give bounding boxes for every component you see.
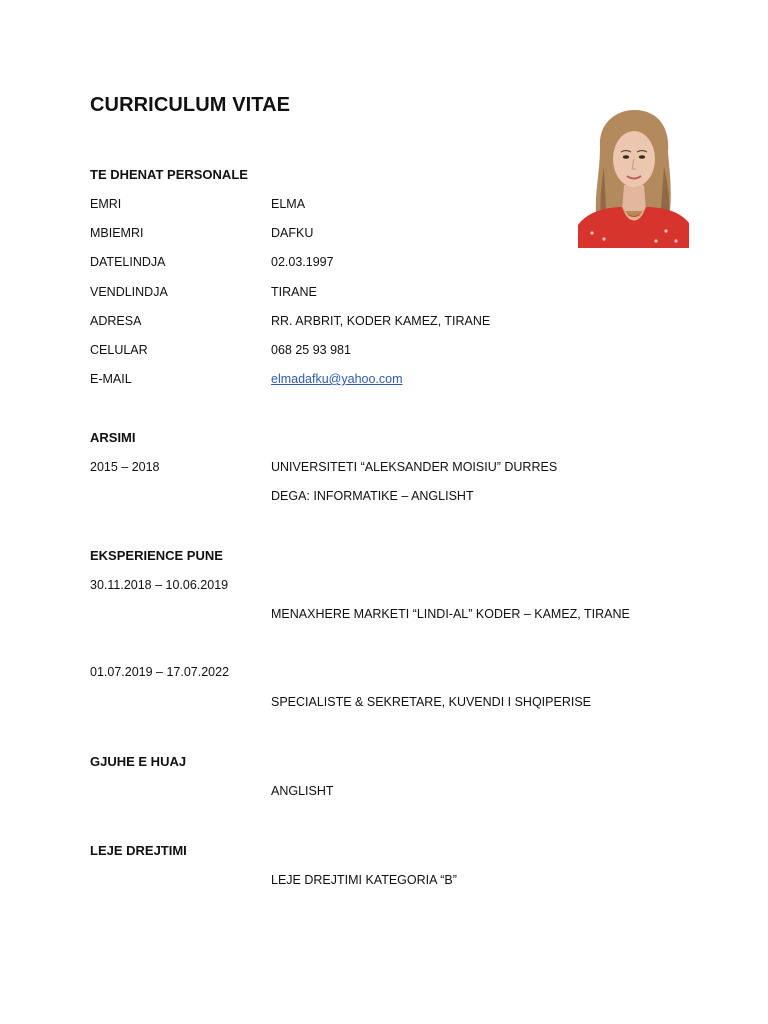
document-title: CURRICULUM VITAE xyxy=(90,94,291,116)
language-value: ANGLISHT xyxy=(271,784,334,798)
section-heading-languages: GJUHE E HUAJ xyxy=(90,754,187,769)
label-vendlindja: VENDLINDJA xyxy=(90,285,168,299)
label-emri: EMRI xyxy=(90,197,122,211)
label-datelindja: DATELINDJA xyxy=(90,255,166,269)
section-heading-personal: TE DHENAT PERSONALE xyxy=(90,167,248,182)
experience-period-2: 01.07.2019 – 17.07.2022 xyxy=(90,665,230,679)
education-period: 2015 – 2018 xyxy=(90,460,160,474)
section-heading-license: LEJE DREJTIMI xyxy=(90,843,187,858)
experience-period-1: 30.11.2018 – 10.06.2019 xyxy=(90,578,229,592)
profile-photo xyxy=(578,107,689,248)
value-celular: 068 25 93 981 xyxy=(271,343,351,357)
license-value: LEJE DREJTIMI KATEGORIA “B” xyxy=(271,873,457,887)
value-emri: ELMA xyxy=(271,197,306,211)
email-link[interactable]: elmadafku@yahoo.com xyxy=(271,372,403,386)
label-mbiemri: MBIEMRI xyxy=(90,226,144,240)
experience-role-2: SPECIALISTE & SEKRETARE, KUVENDI I SHQIPERISE xyxy=(271,695,591,709)
label-celular: CELULAR xyxy=(90,343,148,357)
education-institution: UNIVERSITETI “ALEKSANDER MOISIU” DURRES xyxy=(271,460,558,474)
label-email: E-MAIL xyxy=(90,372,132,386)
experience-role-1: MENAXHERE MARKETI “LINDI-AL” KODER – KAMEZ, TIRANE xyxy=(271,607,630,621)
section-heading-experience: EKSPERIENCE PUNE xyxy=(90,548,223,563)
label-adresa: ADRESA xyxy=(90,314,142,328)
value-vendlindja: TIRANE xyxy=(271,285,317,299)
portrait-illustration xyxy=(578,107,689,248)
education-branch: DEGA: INFORMATIKE – ANGLISHT xyxy=(271,489,474,503)
value-adresa: RR. ARBRIT, KODER KAMEZ, TIRANE xyxy=(271,314,491,328)
value-datelindja: 02.03.1997 xyxy=(271,255,334,269)
value-mbiemri: DAFKU xyxy=(271,226,314,240)
section-heading-education: ARSIMI xyxy=(90,430,136,445)
